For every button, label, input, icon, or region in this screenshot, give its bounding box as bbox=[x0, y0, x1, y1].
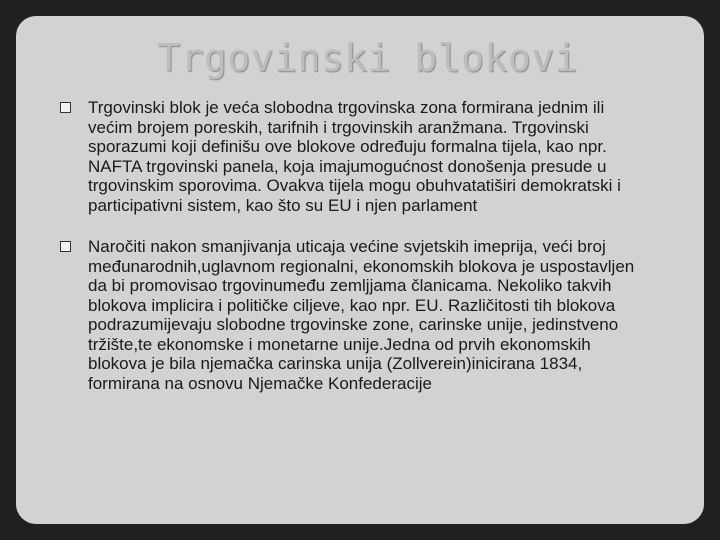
bullet-item bbox=[60, 237, 640, 393]
bullet-item bbox=[60, 98, 640, 215]
bullet-list bbox=[60, 98, 640, 415]
slide-title: Trgovinski blokovi bbox=[157, 36, 578, 80]
checkbox-square-icon bbox=[60, 102, 71, 113]
bullet-text: Trgovinski blok je veća slobodna trgovinska zona formirana jednim ili većim brojem poreskih, tarifnih i trgovinskih aranžmana. Trgovinski sporazumi koji definišu ove blokove određuju formalna tijela, kao npr. NAFTA trgovinski panela, koja imajumogućnost donošenja presude u trgovinskim sporovima. Ovakva tijela mogu obuhvatatiširi demokratski i participativni sistem, kao što su EU i njen parlament bbox=[88, 98, 621, 215]
bullet-text: Naročiti nakon smanjivanja uticaja većine svjetskih imeprija, veći broj međunarodnih,uglavnom regionalni, ekonomskih blokova je uspostavljen da bi promovisao trgovinumeđu zemljjama članicama. Nekoliko takvih blokova implicira i političke ciljeve, kao npr. EU. Različitosti tih blokova podrazumijevaju slobodne trgovinske zone, carinske unije, jedinstveno tržište,te ekonomske i monetarne unije.Jedna od prvih ekonomskih blokova je bila njemačka carinska unija (Zollverein)inicirana 1834, formirana na osnovu Njemačke Konfederacije bbox=[88, 237, 635, 393]
checkbox-square-icon bbox=[60, 241, 71, 252]
